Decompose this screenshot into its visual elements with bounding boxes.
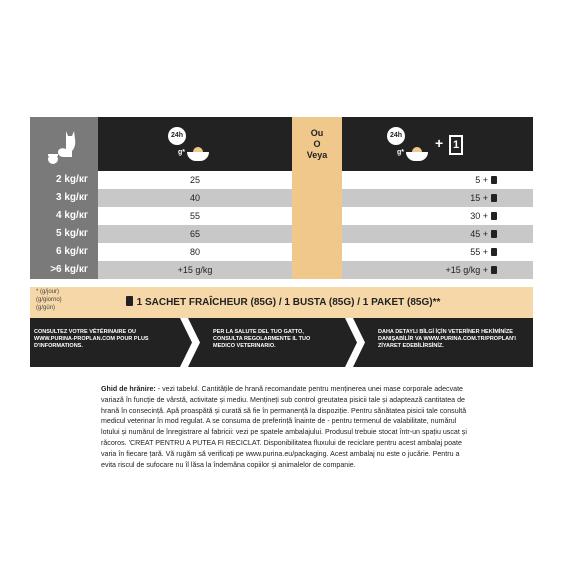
weight-cell: >6 kg/кг — [30, 261, 98, 279]
table-row — [30, 207, 533, 225]
or-column — [292, 117, 342, 171]
mixed-amount-cell — [342, 261, 533, 279]
mixed-food-icon — [387, 125, 497, 165]
pouch-icon — [449, 135, 463, 155]
mixed-amount-cell — [342, 207, 533, 225]
weight-cell: 2 kg/кг — [30, 171, 98, 189]
mixed-amount: 5 + — [475, 175, 488, 185]
mixed-amount-cell — [342, 243, 533, 261]
feeding-guide-text — [101, 384, 467, 470]
vet-advice-fr: CONSULTEZ VOTRE VÉTÉRINAIRE OU WWW.PURINA-PROPLAN.COM POUR PLUS D'INFORMATIONS. — [34, 329, 149, 349]
weight-cell: 4 kg/кг — [30, 207, 98, 225]
mixed-amount: +15 g/kg + — [445, 265, 488, 275]
or-column-cell — [292, 243, 342, 261]
or-column-cell — [292, 261, 342, 279]
guide-body: - vezi tabelul. Cantitățile de hrană recomandate pentru menținerea unei mase corporale adecvate variază în funcție de vârstă, activitate și mediu. Mențineți sub control greutatea pisicii tale și adaptează cantitatea de hrană în consecință. Apă proaspătă și curată să fie în permanență la dispoziție. Pentru sănătatea pisicii tale consultă medicul veterinar în mod regulat. A se consuma de preferință înainte de - pentru termenul de valabilitate, numărul lotului și numărul de înregistrare al fabricii: vezi pe spatele ambalajului. Produsul trebuie stocat într-un spațiu uscat și răcoros. 'CREAT PENTRU A PUTEA FI RECICLAT. Disponibilitatea fluxului de reciclare pentru acest ambalaj poate varia în fiecare țară. Vă rugăm să verificați pe www.purina.eu/packaging. Acest ambalaj nu este o jucărie. Pentru a evita riscul de sufocare nu îl lăsa la îndemâna copiilor și animalelor de companie. — [101, 385, 467, 469]
table-row — [30, 261, 533, 279]
cat-on-scale-icon — [44, 125, 84, 165]
dry-amount-cell: 80 — [189, 247, 200, 257]
mixed-amount-cell — [342, 189, 533, 207]
vet-advice-it: PER LA SALUTE DEL TUO GATTO, CONSULTA REGOLARMENTE IL TUO MEDICO VETERINARIO. — [213, 329, 311, 349]
table-row — [30, 171, 533, 189]
unit-tr: (g/gün) — [36, 305, 56, 311]
plus-sign: + — [435, 135, 444, 151]
pouch-icon — [491, 266, 497, 274]
pouch-count: 1 — [452, 139, 460, 151]
pouch-icon — [491, 194, 497, 202]
or-fr: Ou — [310, 127, 324, 138]
mixed-amount: 30 + — [470, 211, 488, 221]
or-it: O — [313, 138, 321, 149]
dry-food-icon — [168, 125, 228, 165]
mixed-amount-cell — [342, 171, 533, 189]
or-column-cell — [292, 171, 342, 189]
or-tr: Veya — [306, 149, 328, 160]
dry-amount-cell: 40 — [189, 193, 200, 203]
table-row — [30, 225, 533, 243]
table-row — [30, 243, 533, 261]
unit-fr: * (g/jour) — [36, 289, 60, 295]
mixed-amount: 55 + — [470, 247, 488, 257]
gram-mark: g* — [178, 149, 185, 156]
sachet-info — [30, 287, 533, 318]
table-header — [30, 117, 533, 171]
weight-cell: 6 kg/кг — [30, 243, 98, 261]
table-row — [30, 189, 533, 207]
guide-heading: Ghid de hrănire: — [101, 385, 156, 393]
clock-24h-icon-2: 24h — [387, 127, 405, 145]
unit-it: (g/giorno) — [36, 297, 62, 303]
pouch-icon — [491, 212, 497, 220]
mixed-amount-cell — [342, 225, 533, 243]
cat-weight-header — [30, 117, 98, 171]
dry-amount-cell: 25 — [189, 175, 200, 185]
weight-cell: 5 kg/кг — [30, 225, 98, 243]
or-column-cell — [292, 225, 342, 243]
sachet-text: 1 SACHET FRAÎCHEUR (85G) / 1 BUSTA (85G) / 1 PAKET (85G)** — [136, 297, 441, 308]
dry-amount-cell: 55 — [189, 211, 200, 221]
vet-advice-banner — [30, 318, 533, 367]
pouch-icon — [491, 176, 497, 184]
dry-amount-cell: +15 g/kg — [177, 265, 213, 275]
gram-mark-2: g* — [397, 149, 404, 156]
dry-amount-cell: 65 — [189, 229, 200, 239]
pouch-icon — [491, 230, 497, 238]
or-column-cell — [292, 207, 342, 225]
pouch-icon — [126, 296, 133, 306]
vet-advice-tr: DAHA DETAYLI BİLGİ İÇİN VETERİNER HEKİMİNİZE DANIŞABİLİR VA WWW.PURINA.COM.TR/PROPLAN'I ZİYARET EDEBİLİRSİNİZ. — [378, 329, 516, 349]
or-column-cell — [292, 189, 342, 207]
mixed-amount: 45 + — [470, 229, 488, 239]
separator-chevron — [180, 318, 200, 367]
pouch-icon — [491, 248, 497, 256]
mixed-amount: 15 + — [470, 193, 488, 203]
clock-24h-icon: 24h — [168, 127, 186, 145]
separator-chevron-2 — [345, 318, 365, 367]
weight-cell: 3 kg/кг — [30, 189, 98, 207]
sachet-row — [30, 287, 533, 318]
